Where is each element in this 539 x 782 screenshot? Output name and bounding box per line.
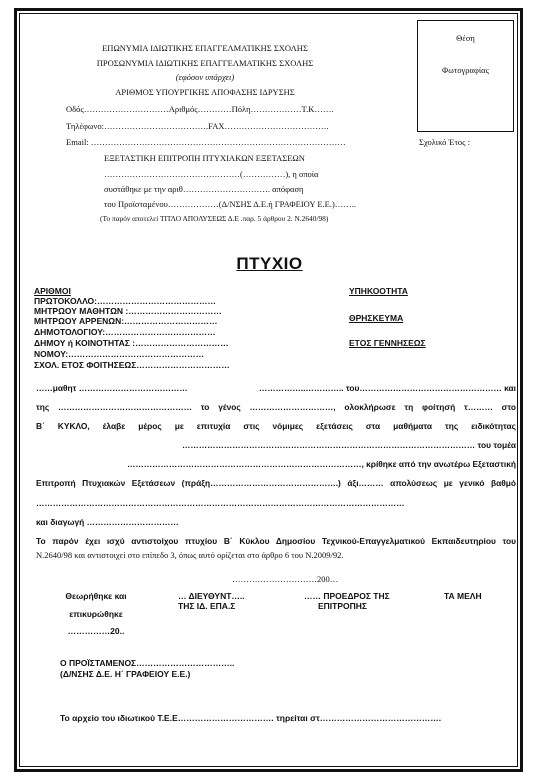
director-label-line2: ΤΗΣ ΙΔ. ΕΠΑ.Σ [178, 601, 236, 611]
title-of-release-note: (Το παρόν αποτελεί ΤΙΤΛΟ ΑΠΟΛΥΣΕΩΣ Δ.Ε .παρ. 5 άρθρου 2. Ν.2640/98) [100, 214, 329, 223]
body-cycle-line: Β΄ ΚΥΚΛΟ, έλαβε μέρος με επιτυχία στις νόμιμες εξετάσεις στα μαθήματα της ειδικότητας [36, 421, 516, 431]
body-student-name: ……μαθητ ………………………………… [36, 383, 188, 393]
municipality-field: ΔΗΜΟΥ ή ΚΟΙΝΟΤΗΤΑΣ :…………………………… [34, 338, 229, 348]
photo-box-line2: Φωτογραφίας [442, 65, 489, 75]
head-office-line: (Δ/ΝΣΗΣ Δ.Ε. Η΄ ΓΡΑΦΕΙΟΥ Ε.Ε.) [60, 669, 191, 679]
birth-year-label: ΕΤΟΣ ΓΕΝΝΗΣΕΩΣ [349, 338, 426, 348]
photo-placeholder-box [417, 20, 514, 132]
body-father-name: ……………..………….. του…………………………………………… και [258, 383, 516, 393]
photo-box-line1: Θέση [456, 33, 475, 43]
school-alias-line: ΠΡΟΣΩΝΥΜΙΑ ΙΔΙΩΤΙΚΗΣ ΕΠΑΓΓΕΛΜΑΤΙΚΗΣ ΣΧΟΛΗΣ [96, 58, 314, 68]
founding-decision-line: ΑΡΙΘΜΟΣ ΥΠΟΥΡΓΙΚΗΣ ΑΠΟΦΑΣΗΣ ΙΔΡΥΣΗΣ [115, 87, 295, 97]
seen-label-line2: επικυρώθηκε [69, 609, 123, 619]
committee-line1: …………………………………………(……………), η οποία [104, 169, 319, 179]
students-register-field: ΜΗΤΡΩΟΥ ΜΑΘΗΤΩΝ :…………………………… [34, 306, 222, 316]
committee-line3: του Προϊσταμένου………………(Δ/ΝΣΗΣ Δ.Ε.ή ΓΡΑΦΕΙΟΥ Ε.Ε.)…….. [104, 199, 357, 209]
body-sector-line: …………………………………………………………………………, κρίθηκε από την ανωτέρω Εξεταστική [126, 459, 516, 469]
body-grade-dots: …………………………………………………………………………………………………………………… [36, 498, 405, 508]
address-email-line: Email: ……………………………………………………………………………… [66, 137, 346, 147]
chair-label-line2: ΕΠΙΤΡΟΠΗΣ [318, 601, 368, 611]
if-exists-note: (εφόσον υπάρχει) [175, 72, 235, 82]
protocol-field: ΠΡΩΤΟΚΟΛΛΟ:…………………………………… [34, 296, 216, 306]
citizenship-label: ΥΠΗΚΟΟΤΗΤΑ [349, 286, 408, 296]
director-label-line1: … ΔΙΕΥΘΥΝΤ….. [178, 591, 245, 601]
body-mother-line: της ………………………………………… το γένος …………………………, ολοκλήρωσε τη φοίτησή τ……… στο [36, 402, 516, 412]
seen-label-line1: Θεωρήθηκε και [65, 591, 127, 601]
body-grade-line: Επιτροπή Πτυχιακών Εξετάσεων (πράξη……………………………………….) άξι……… απολύσεως με γενικό βαθμό [36, 478, 516, 488]
committee-title: ΕΞΕΤΑΣΤΙΚΗ ΕΠΙΤΡΟΠΗ ΠΤΥΧΙΑΚΩΝ ΕΞΕΤΑΣΕΩΝ [104, 153, 305, 163]
members-label: ΤΑ ΜΕΛΗ [444, 591, 482, 601]
body-specialty-line: …………………………………………………………………………………………… του τομέα [182, 440, 516, 450]
municipal-register-field: ΔΗΜΟΤΟΛΟΓΙΟΥ:………………………………… [34, 327, 216, 337]
males-register-field: ΜΗΤΡΩΟΥ ΑΡΡΕΝΩΝ:…………………………… [34, 316, 218, 326]
school-year-label: Σχολικό Έτος : [419, 137, 470, 147]
equivalence-statement-line1: Το παρόν έχει ισχύ αντιστοίχου πτυχίου Β΄ Κύκλου Δημοσίου Τεχνικού-Επαγγελματικού Εκπαιδευτηρίου του [36, 536, 516, 546]
equivalence-statement-line2: Ν.2640/98 και αντιστοιχεί στο επίπεδο 3, όπως αυτό ορίζεται στο άρθρο 6 του Ν.2009/92. [36, 550, 344, 560]
prefecture-field: ΝΟΜΟΥ:………………………………………… [34, 349, 205, 359]
address-street-line: Οδός…………………………Αριθμός…………Πόλη………………Τ.Κ……. [66, 104, 334, 114]
school-name-line: ΕΠΩΝΥΜΙΑ ΙΔΙΩΤΙΚΗΣ ΕΠΑΓΓΕΛΜΑΤΙΚΗΣ ΣΧΟΛΗΣ [102, 43, 308, 53]
seen-date-line: ……………20.. [67, 626, 125, 636]
address-phone-line: Τηλέφωνο:……………………………….FAX………………………………. [66, 121, 329, 131]
records-heading: ΑΡΙΘΜΟΙ [34, 286, 71, 296]
religion-label: ΘΡΗΣΚΕΥΜΑ [349, 313, 404, 323]
committee-line2: συστάθηκε με την αριθ…………………………. απόφαση [104, 184, 304, 194]
document-title: ΠΤΥΧΙΟ [236, 254, 303, 273]
attendance-year-field: ΣΧΟΛ. ΕΤΟΣ ΦΟΙΤΗΣΕΩΣ…………………………… [34, 360, 230, 370]
issue-date-line: …………………………200… [232, 574, 339, 584]
head-signature-line: Ο ΠΡΟΪΣΤΑΜΕΝΟΣ…………………………….. [60, 658, 235, 668]
body-conduct-line: και διαγωγή …………………………… [36, 517, 179, 527]
chair-label-line1: …… ΠΡΟΕΔΡΟΣ ΤΗΣ [304, 591, 390, 601]
archive-line: Το αρχείο του ιδιωτικού Τ.Ε.Ε……………………………. τηρείται στ……………………………………. [60, 713, 442, 723]
